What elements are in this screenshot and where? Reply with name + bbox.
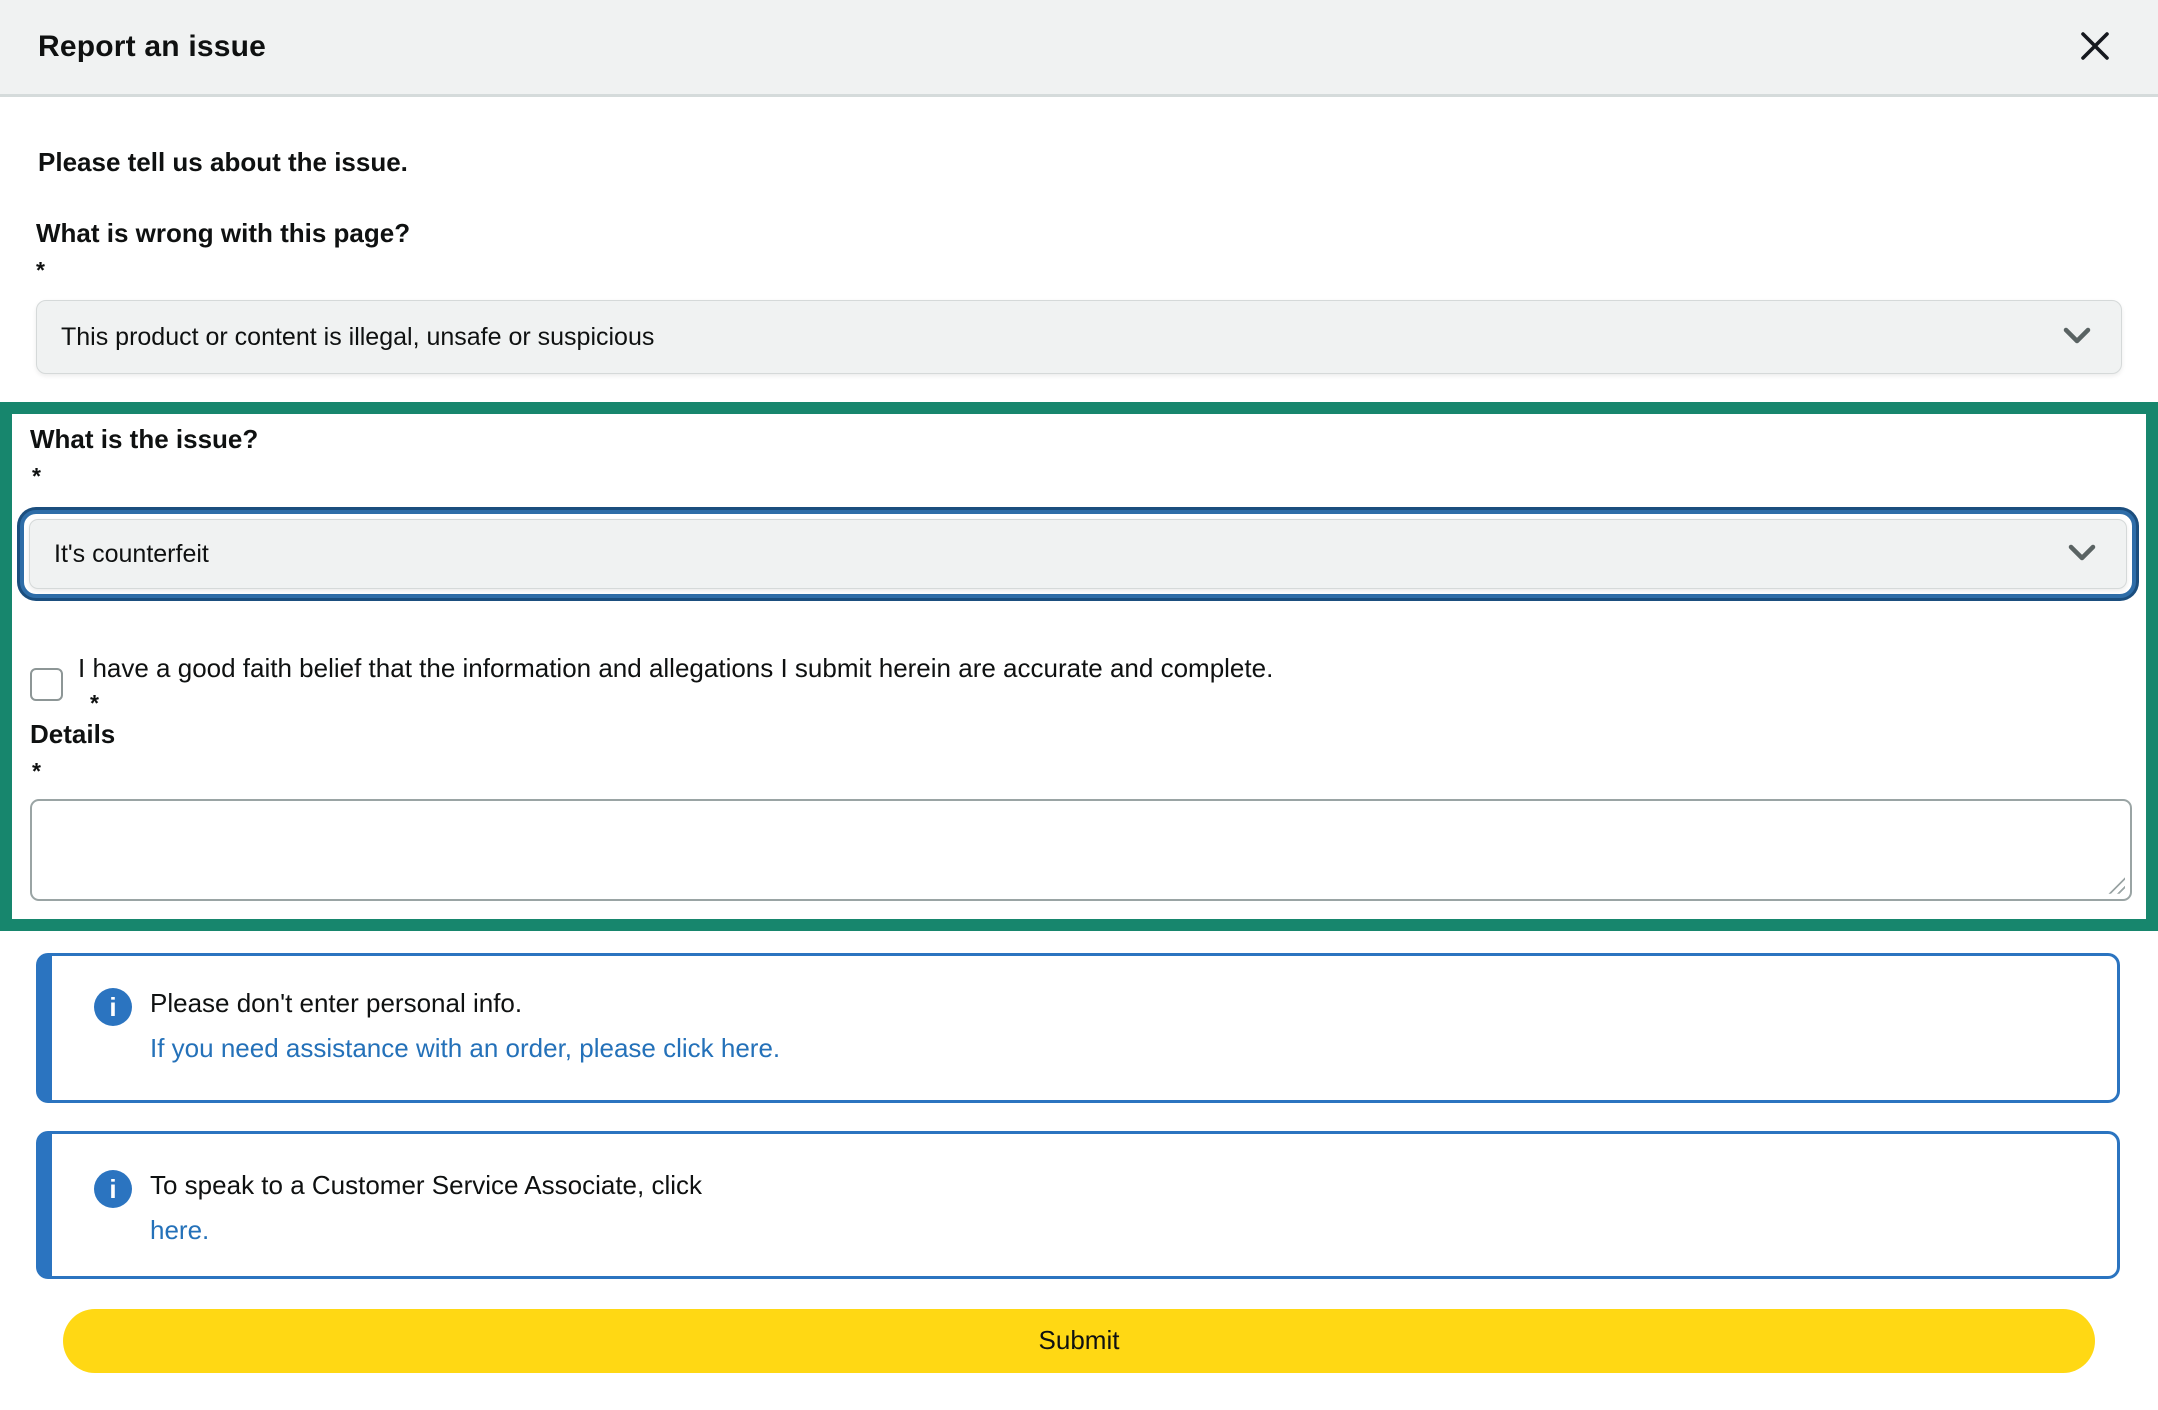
notice-text-block (150, 1170, 702, 1246)
notice-text: Please don't enter personal info. (150, 987, 523, 1018)
page-issue-label: What is wrong with this page? (36, 218, 411, 248)
info-icon: i (94, 988, 132, 1026)
highlighted-section (0, 402, 2158, 931)
order-assistance-link[interactable]: If you need assistance with an order, please click here. (150, 1032, 781, 1063)
customer-service-notice (36, 1131, 2120, 1279)
notice-text-block (150, 988, 780, 1064)
good-faith-checkbox[interactable] (30, 668, 63, 701)
good-faith-label: I have a good faith belief that the information and allegations I submit herein are accurate and complete. (78, 653, 1274, 683)
customer-service-link[interactable]: here. (150, 1214, 210, 1245)
page-title: Report an issue (38, 30, 267, 63)
chevron-down-icon (2068, 540, 2096, 569)
personal-info-notice (36, 953, 2120, 1103)
good-faith-label-block (78, 652, 1273, 715)
issue-select-value: It's counterfeit (54, 539, 209, 568)
modal-header (0, 0, 2158, 97)
good-faith-row (30, 652, 2136, 715)
notice-text: To speak to a Customer Service Associate, click (150, 1169, 703, 1200)
required-marker: * (36, 257, 45, 283)
info-icon: i (94, 1170, 132, 1208)
intro-text: Please tell us about the issue. (38, 147, 408, 177)
submit-button[interactable]: Submit (63, 1309, 2095, 1373)
details-textarea[interactable] (30, 799, 2132, 901)
issue-select-focus-ring (20, 510, 2136, 598)
details-textarea-wrap (30, 799, 2132, 901)
required-marker: * (32, 757, 41, 784)
required-marker: * (90, 689, 99, 716)
close-button[interactable] (2072, 24, 2118, 70)
required-marker: * (32, 463, 41, 489)
close-icon (2077, 28, 2113, 67)
page-issue-select-value: This product or content is illegal, unsafe or suspicious (61, 322, 655, 351)
issue-label: What is the issue? (30, 424, 259, 454)
issue-select[interactable] (29, 519, 2127, 589)
chevron-down-icon (2063, 323, 2091, 352)
page-issue-select[interactable] (36, 300, 2122, 374)
details-label: Details (30, 718, 116, 749)
